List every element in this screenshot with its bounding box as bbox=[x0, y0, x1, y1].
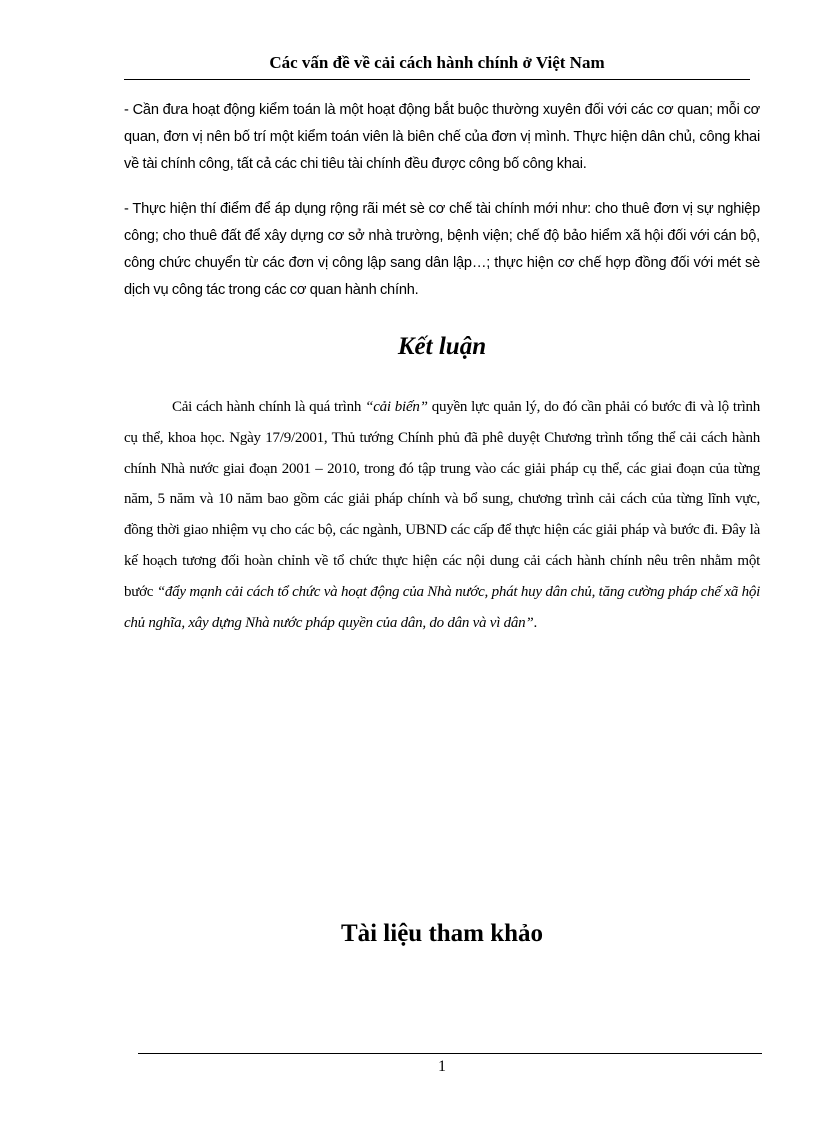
header-divider bbox=[124, 79, 750, 80]
references-heading: Tài liệu tham khảo bbox=[340, 920, 544, 947]
page-header-title: Các vấn đề về cải cách hành chính ở Việt Nam bbox=[269, 53, 605, 72]
paragraph-financial-mechanism: - Thực hiện thí điểm để áp dụng rộng rãi mét sè cơ chế tài chính mới như: cho thuê đơn vị sự nghiệp công; cho thuê đất để xây dựng cơ sở nhà trường, bệnh viện; chế độ bảo hiểm xã hội đối với cán bộ, công chức chuyển từ các đơn vị công lập sang dân lập…; thực hiện cơ chế hợp đồng đối với mét sè dịch vụ công tác trong các cơ quan hành chính. bbox=[124, 201, 760, 298]
conclusion-heading: Kết luận bbox=[397, 333, 487, 360]
conclusion-quote-a: “cải biến” bbox=[365, 399, 428, 415]
conclusion-text-b: quyền lực quản lý, do đó cần phải có bước đi và lộ trình cụ thể, khoa học. Ngày 17/9/2001, Thủ tướng Chính phủ đã phê duyệt Chương trình tổng thể cải cách hành chính Nhà nước giai đoạn 2001 – 2010, trong đó tập trung vào các giải pháp cụ thể, các giai đoạn của từng năm, 5 năm và 10 năm bao gồm các giải pháp chính và bổ sung, chương trình cải cách của từng lĩnh vực, đồng thời giao nhiệm vụ cho các bộ, các ngành, UBND các cấp để thực hiện các giải pháp và bước đi. Đây là kế hoạch tương đối hoàn chỉnh về tổ chức thực hiện các nội dung cải cách hành chính nêu trên nhằm một bước bbox=[124, 399, 760, 600]
conclusion-quote-b: “đẩy mạnh cải cách tổ chức và hoạt động của Nhà nước, phát huy dân chủ, tăng cường pháp chế xã hội chủ nghĩa, xây dựng Nhà nước pháp quyền của dân, do dân và vì dân” bbox=[124, 583, 760, 631]
page-number: 1 bbox=[438, 1058, 446, 1075]
conclusion-paragraph bbox=[124, 392, 760, 638]
conclusion-text-c: . bbox=[533, 614, 537, 631]
conclusion-text-a: Cải cách hành chính là quá trình bbox=[172, 399, 366, 415]
paragraph-audit: - Cần đưa hoạt động kiểm toán là một hoạt động bắt buộc thường xuyên đối với các cơ quan; mỗi cơ quan, đơn vị nên bố trí một kiểm toán viên là biên chế của đơn vị mình. Thực hiện dân chủ, công khai về tài chính công, tất cả các chi tiêu tài chính đều được công bố công khai. bbox=[124, 102, 760, 172]
footer-divider bbox=[138, 1053, 762, 1054]
